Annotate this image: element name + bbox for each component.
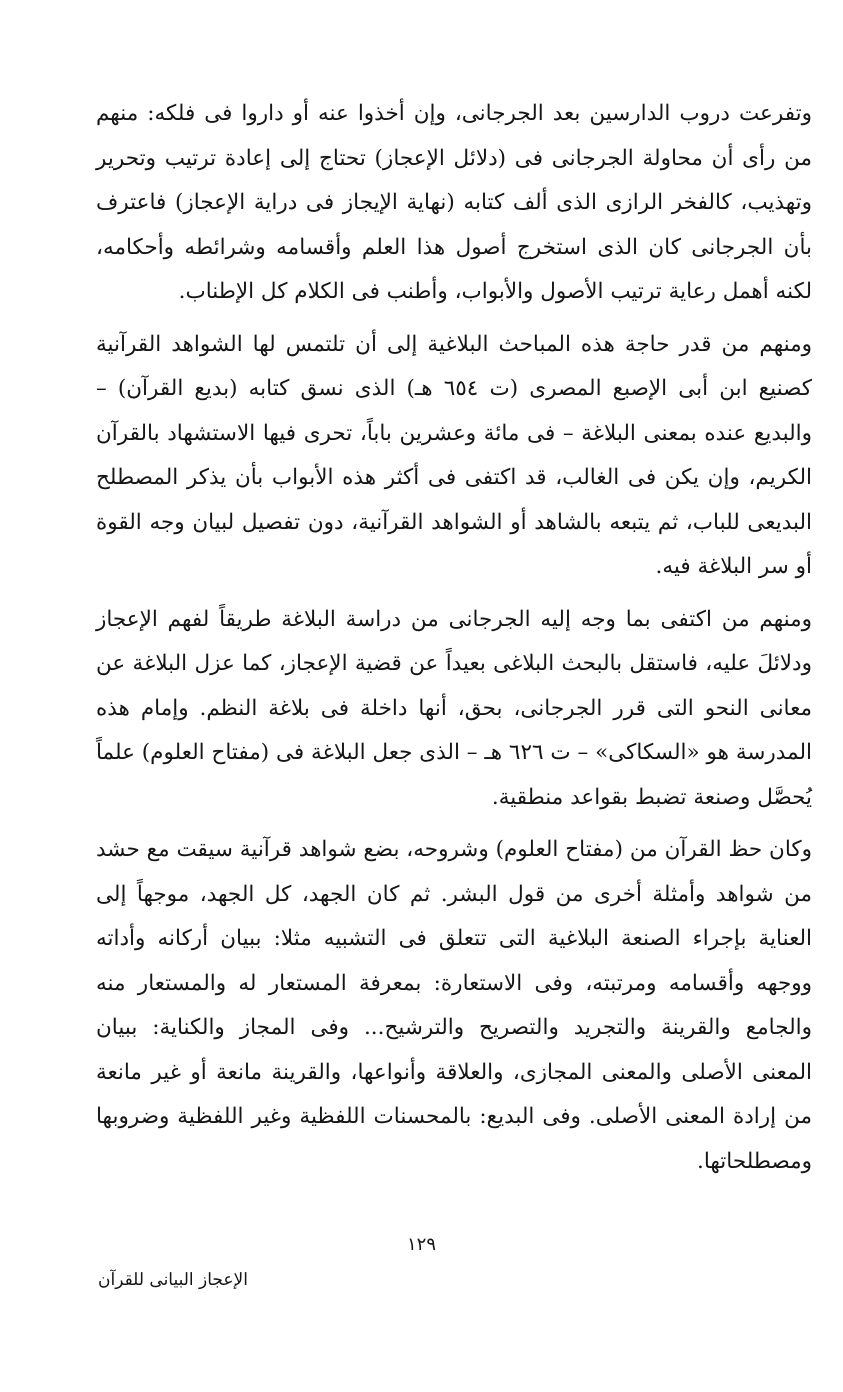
paragraph-3: ومنهم من اكتفى بما وجه إليه الجرجانى من دراسة البلاغة طريقاً لفهم الإعجاز ودلائلَ عليه، فاستقل بالبحث البلاغى بعيداً عن قضية الإعجاز، كما عزل البلاغة عن معانى النحو التى قرر الجرجانى، بحق، أنها داخلة فى بلاغة النظم. وإمام هذه المدرسة هو «السكاكى» – ت ٦٢٦ هـ – الذى جعل البلاغة فى (مفتاح العلوم) علماً يُحصَّل وصنعة تضبط بقواعد منطقية.	[96, 606, 812, 810]
book-title-footer: الإعجاز البيانى للقرآن	[98, 1270, 248, 1290]
body-text	[96, 92, 812, 1184]
paragraph-4: وكان حظ القرآن من (مفتاح العلوم) وشروحه، بضع شواهد قرآنية سيقت مع حشد من شواهد وأمثلة أخرى من قول البشر. ثم كان الجهد، كل الجهد، موجهاً إلى العناية بإجراء الصنعة البلاغية التى تتعلق فى التشبيه مثلا: ببيان أركانه وأداته ووجهه وأقسامه ومرتبته، وفى الاستعارة: بمعرفة المستعار له والمستعار منه والجامع والقرينة والتجريد والتصريح والترشيح... وفى المجاز والكناية: ببيان المعنى الأصلى والمعنى المجازى، والعلاقة وأنواعها، والقرينة مانعة أو غير مانعة من إرادة المعنى الأصلى. وفى البديع: بالمحسنات اللفظية وغير اللفظية وضروبها ومصطلحاتها.	[96, 837, 812, 1174]
paragraph-1: وتفرعت دروب الدارسين بعد الجرجانى، وإن أخذوا عنه أو داروا فى فلكه: منهم من رأى أن محاولة الجرجانى فى (دلائل الإعجاز) تحتاج إلى إعادة ترتيب وتحرير وتهذيب، كالفخر الرازى الذى ألف كتابه (نهاية الإيجاز فى دراية الإعجاز) فاعترف بأن الجرجانى كان الذى استخرج أصول هذا العلم وأقسامه وشرائطه وأحكامه، لكنه أهمل رعاية ترتيب الأصول والأبواب، وأطنب فى الكلام كل الإطناب.	[96, 101, 812, 304]
page-number: ١٢٩	[406, 1234, 436, 1255]
paragraph-2: ومنهم من قدر حاجة هذه المباحث البلاغية إلى أن تلتمس لها الشواهد القرآنية كصنيع ابن أبى الإصبع المصرى (ت ٦٥٤ هـ) الذى نسق كتابه (بديع القرآن) – والبديع عنده بمعنى البلاغة – فى مائة وعشرين باباً، تحرى فيها الاستشهاد بالقرآن الكريم، وإن يكن فى الغالب، قد اكتفى فى أكثر هذه الأبواب بأن يذكر المصطلح البديعى للباب، ثم يتبعه بالشاهد أو الشواهد القرآنية، دون تفصيل لبيان وجه القوة أو سر البلاغة فيه.	[96, 331, 812, 579]
